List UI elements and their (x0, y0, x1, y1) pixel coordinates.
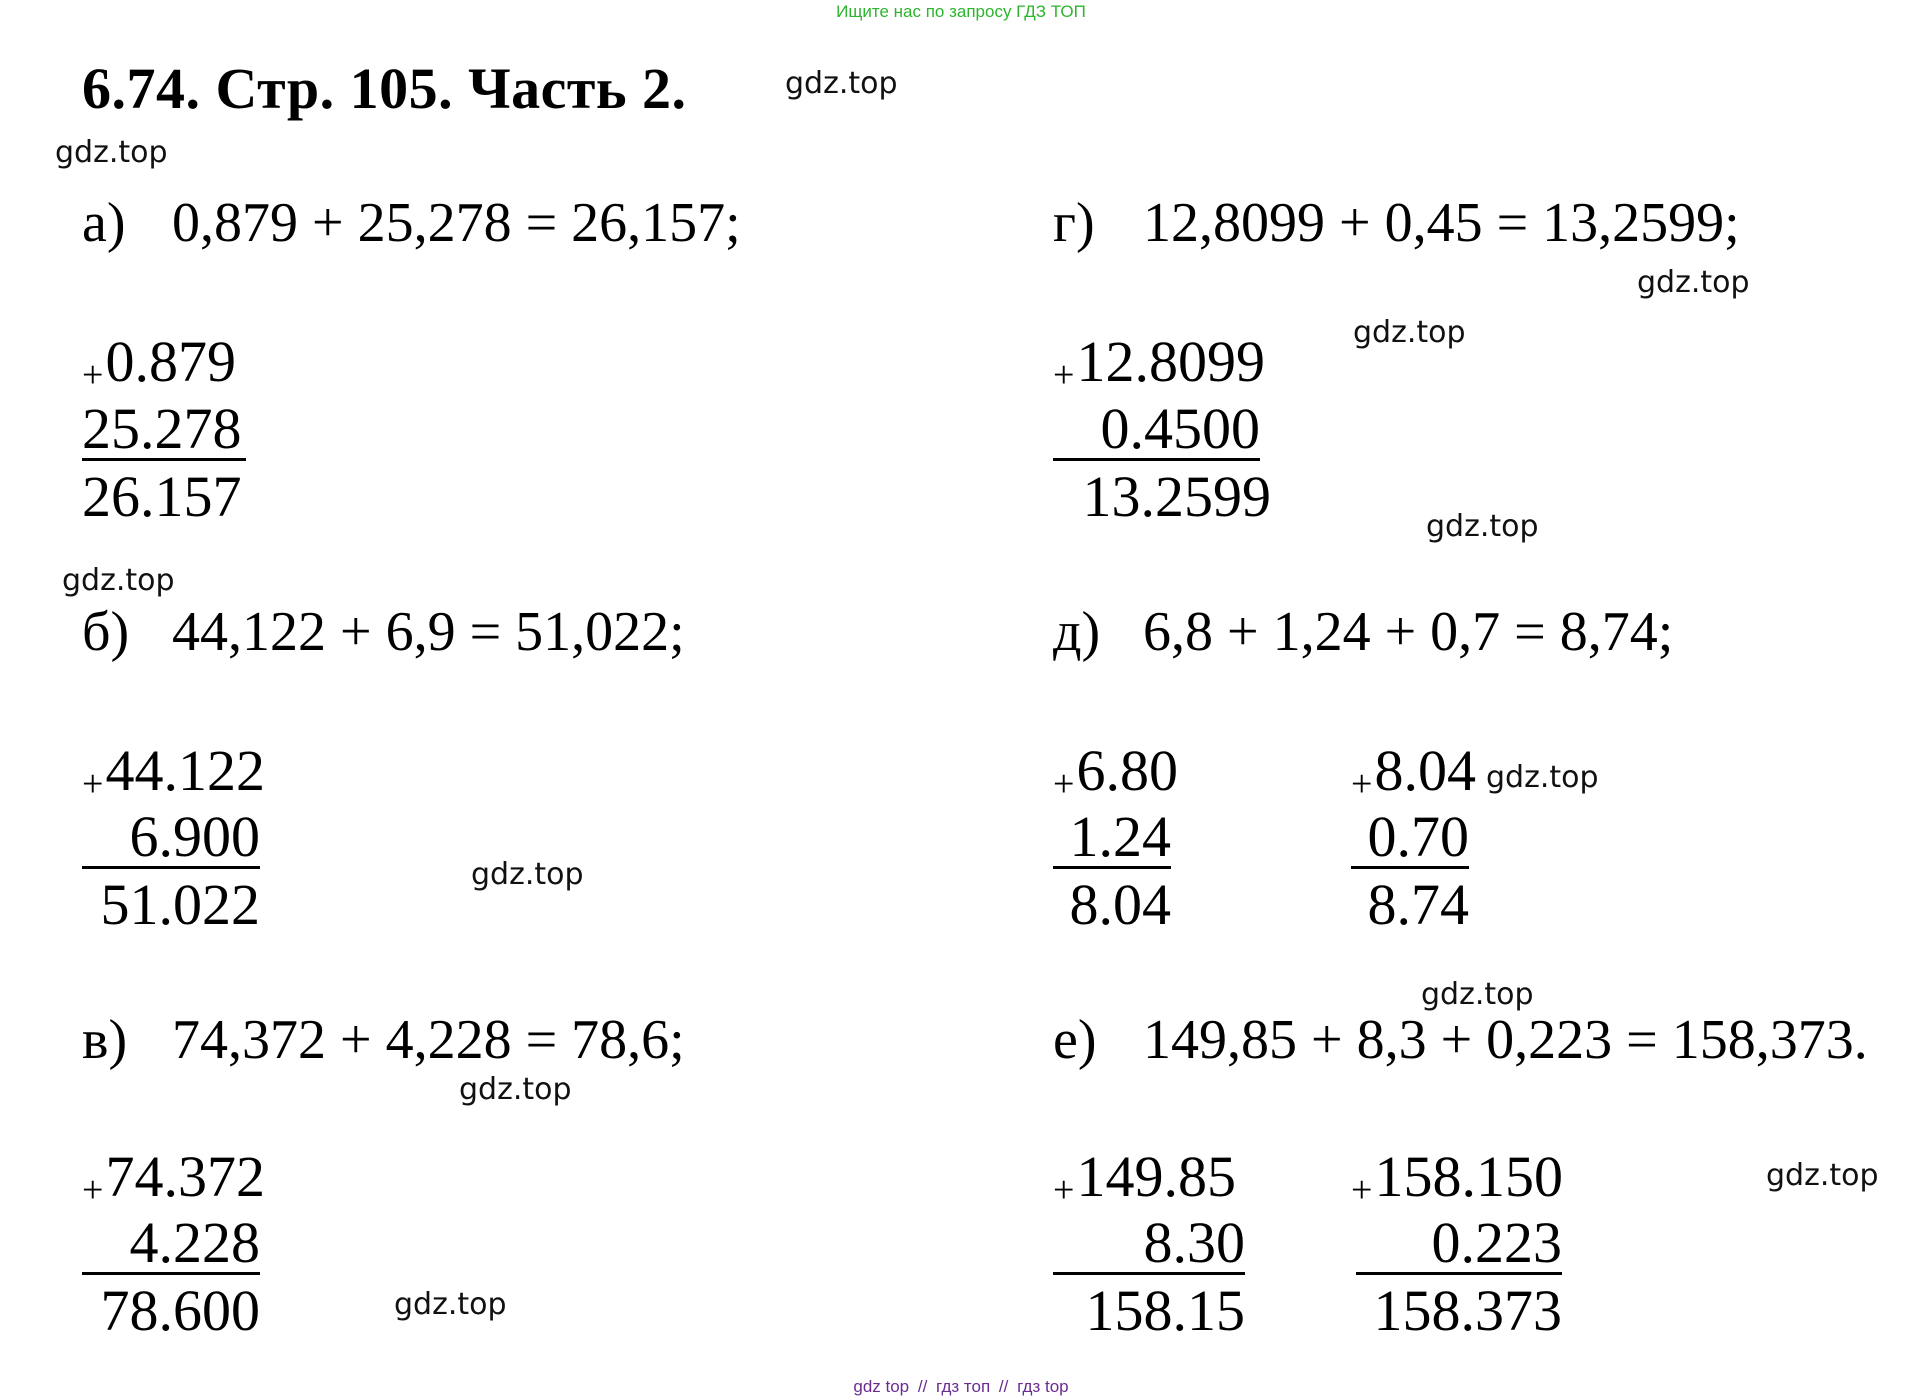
sum-result: 26.157 (82, 464, 242, 529)
problem-label: е) (1053, 1009, 1097, 1071)
page-title: 6.74. Стр. 105. Часть 2. (82, 56, 687, 121)
sum-result: 8.74 (1367, 872, 1469, 937)
sum-result: 158.15 (1085, 1278, 1245, 1343)
column-d1-result (1053, 872, 1171, 937)
column-a-row2 (82, 396, 246, 461)
equation-text: 12,8099 + 0,45 = 13,2599; (1143, 192, 1740, 254)
footer-links (0, 1377, 1922, 1397)
equation-a (82, 192, 741, 254)
plus-sign: + (1053, 763, 1075, 805)
operand-2: 0.70 (1367, 804, 1469, 869)
watermark: gdz.top (55, 135, 168, 170)
column-g-row1 (1053, 329, 1265, 396)
watermark: gdz.top (1637, 265, 1750, 300)
sum-result: 158.373 (1373, 1278, 1562, 1343)
operand-1: 44.122 (105, 738, 265, 803)
equation-text: 6,8 + 1,24 + 0,7 = 8,74; (1143, 601, 1674, 663)
column-b-row1 (82, 738, 265, 805)
operand-2: 8.30 (1143, 1210, 1245, 1275)
operand-1: 6.80 (1076, 738, 1178, 803)
operand-1: 0.879 (105, 329, 236, 394)
sum-result: 8.04 (1069, 872, 1171, 937)
column-d2-row2 (1351, 804, 1469, 869)
top-banner[interactable]: Ищите нас по запросу ГДЗ ТОП (836, 2, 1086, 21)
equation-v (82, 1009, 685, 1071)
footer-separator: // (998, 1377, 1009, 1396)
watermark: gdz.top (1766, 1158, 1879, 1193)
sum-result: 78.600 (100, 1278, 260, 1343)
problem-label: г) (1053, 192, 1095, 254)
plus-sign: + (1351, 763, 1373, 805)
column-a-row1 (82, 329, 236, 396)
operand-2: 0.4500 (1100, 396, 1260, 461)
equation-d (1053, 601, 1674, 663)
column-e2-result (1356, 1278, 1562, 1343)
column-d1-row2 (1053, 804, 1171, 869)
equation-text: 0,879 + 25,278 = 26,157; (172, 192, 741, 254)
operand-2: 6.900 (129, 804, 260, 869)
watermark: gdz.top (785, 66, 898, 101)
column-e2-row2 (1356, 1210, 1562, 1275)
watermark: gdz.top (62, 563, 175, 598)
column-v-row1 (82, 1144, 265, 1211)
operand-1: 158.150 (1374, 1144, 1563, 1209)
plus-sign: + (1053, 354, 1075, 396)
problem-label: б) (82, 601, 130, 663)
column-g-result (1053, 464, 1271, 529)
operand-2: 4.228 (129, 1210, 260, 1275)
watermark: gdz.top (471, 857, 584, 892)
equation-g (1053, 192, 1740, 254)
plus-sign: + (82, 1169, 104, 1211)
operand-1: 74.372 (105, 1144, 265, 1209)
column-g-row2 (1053, 396, 1260, 461)
problem-label: в) (82, 1009, 128, 1071)
column-e1-row2 (1053, 1210, 1245, 1275)
footer-link[interactable]: гдз top (1017, 1377, 1069, 1396)
footer-link[interactable]: гдз топ (936, 1377, 991, 1396)
column-b-row2 (82, 804, 260, 869)
operand-1: 149.85 (1076, 1144, 1236, 1209)
operand-2: 1.24 (1069, 804, 1171, 869)
equation-text: 149,85 + 8,3 + 0,223 = 158,373. (1143, 1009, 1868, 1071)
equation-e (1053, 1009, 1868, 1071)
footer-link[interactable]: gdz top (853, 1377, 910, 1396)
operand-2: 25.278 (82, 396, 242, 461)
plus-sign: + (1053, 1169, 1075, 1211)
equation-text: 44,122 + 6,9 = 51,022; (172, 601, 685, 663)
plus-sign: + (82, 763, 104, 805)
problem-label: а) (82, 192, 126, 254)
plus-sign: + (1351, 1169, 1373, 1211)
watermark: gdz.top (1421, 977, 1534, 1012)
equation-b (82, 601, 685, 663)
column-v-row2 (82, 1210, 260, 1275)
column-e1-result (1053, 1278, 1245, 1343)
operand-1: 12.8099 (1076, 329, 1265, 394)
column-a-result (82, 464, 242, 529)
column-v-result (82, 1278, 260, 1343)
operand-1: 8.04 (1374, 738, 1476, 803)
plus-sign: + (82, 354, 104, 396)
watermark: gdz.top (1426, 509, 1539, 544)
watermark: gdz.top (1486, 760, 1599, 795)
column-d2-row1 (1351, 738, 1476, 805)
problem-label: д) (1053, 601, 1101, 663)
column-d1-row1 (1053, 738, 1178, 805)
column-e2-row1 (1351, 1144, 1563, 1211)
watermark: gdz.top (394, 1287, 507, 1322)
equation-text: 74,372 + 4,228 = 78,6; (172, 1009, 685, 1071)
sum-result: 13.2599 (1082, 464, 1271, 529)
column-e1-row1 (1053, 1144, 1236, 1211)
watermark: gdz.top (1353, 315, 1466, 350)
footer-separator: // (917, 1377, 928, 1396)
operand-2: 0.223 (1431, 1210, 1562, 1275)
watermark: gdz.top (459, 1072, 572, 1107)
column-d2-result (1351, 872, 1469, 937)
sum-result: 51.022 (100, 872, 260, 937)
column-b-result (82, 872, 260, 937)
